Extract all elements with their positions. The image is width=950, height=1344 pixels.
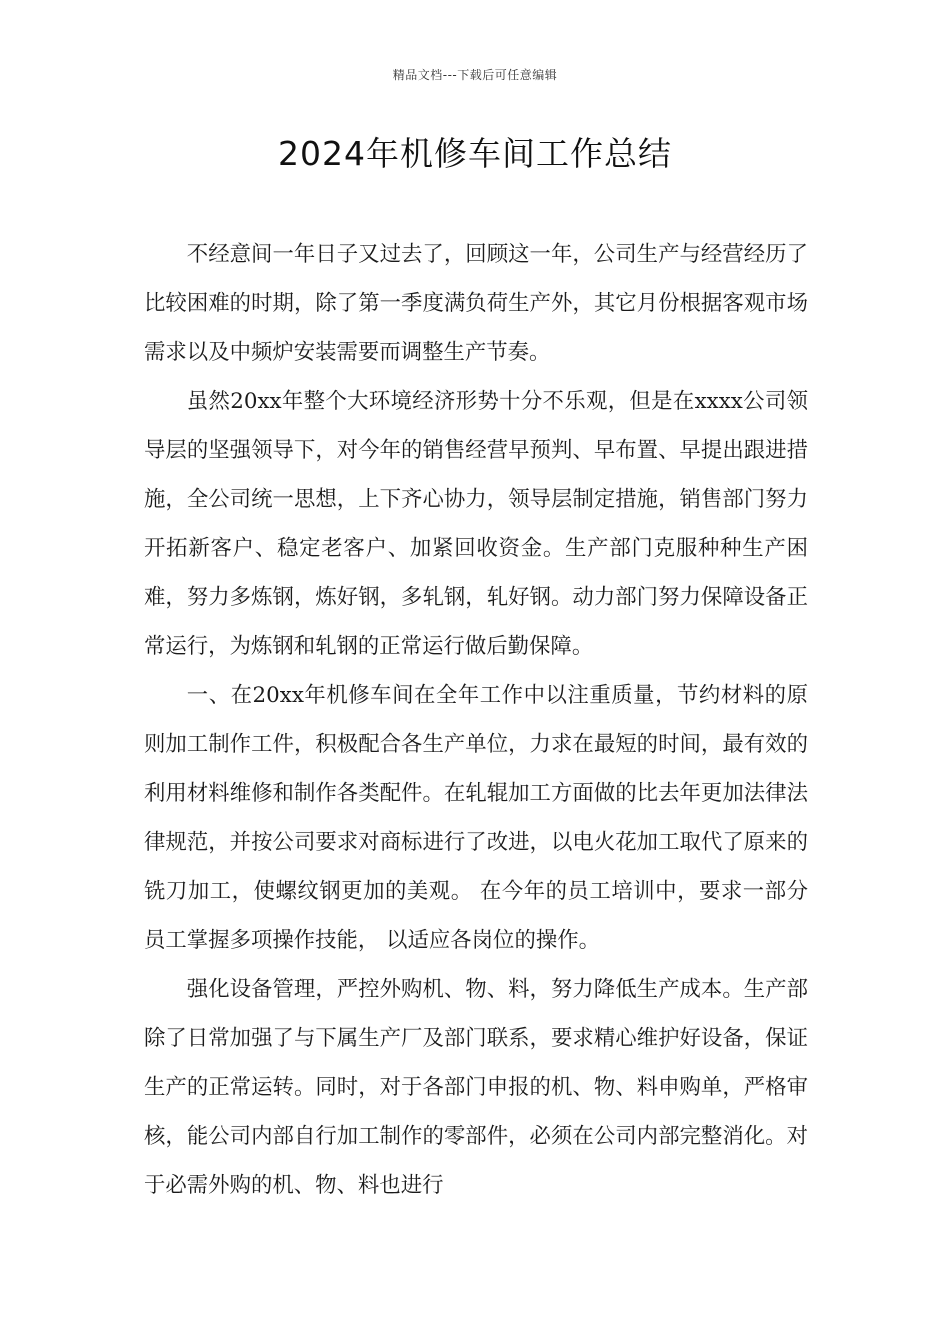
document-body — [144, 230, 808, 1210]
header-note: 精品文档---下载后可任意编辑 — [392, 68, 558, 82]
paragraph-intro: 不经意间一年日子又过去了，回顾这一年，公司生产与经营经历了比较困难的时期，除了第一季度满负荷生产外，其它月份根据客观市场需求以及中频炉安装需要而调整生产节奏。 — [144, 242, 808, 365]
page-title: 2024年机修车间工作总结 — [278, 134, 672, 173]
paragraph-workshop: 一、在20xx年机修车间在全年工作中以注重质量，节约材料的原则加工制作工件，积极配合各生产单位，力求在最短的时间，最有效的利用材料维修和制作各类配件。在轧辊加工方面做的比去年更加法律法律规范，并按公司要求对商标进行了改进，以电火花加工取代了原来的铣刀加工，使螺纹钢更加的美观。 在今年的员工培训中，要求一部分员工掌握多项操作技能， 以适应各岗位的操作。 — [144, 683, 808, 953]
paragraph-economy: 虽然20xx年整个大环境经济形势十分不乐观，但是在xxxx公司领导层的坚强领导下，对今年的销售经营早预判、早布置、早提出跟进措施，全公司统一思想，上下齐心协力，领导层制定措施，销售部门努力开拓新客户、稳定老客户、加紧回收资金。生产部门克服种种生产困难，努力多炼钢，炼好钢，多轧钢，轧好钢。动力部门努力保障设备正常运行，为炼钢和轧钢的正常运行做后勤保障。 — [144, 389, 808, 659]
paragraph-equipment: 强化设备管理，严控外购机、物、料，努力降低生产成本。生产部除了日常加强了与下属生产厂及部门联系，要求精心维护好设备，保证生产的正常运转。同时，对于各部门申报的机、物、料申购单，严格审核，能公司内部自行加工制作的零部件，必须在公司内部完整消化。对于必需外购的机、物、料也进行 — [144, 977, 808, 1198]
